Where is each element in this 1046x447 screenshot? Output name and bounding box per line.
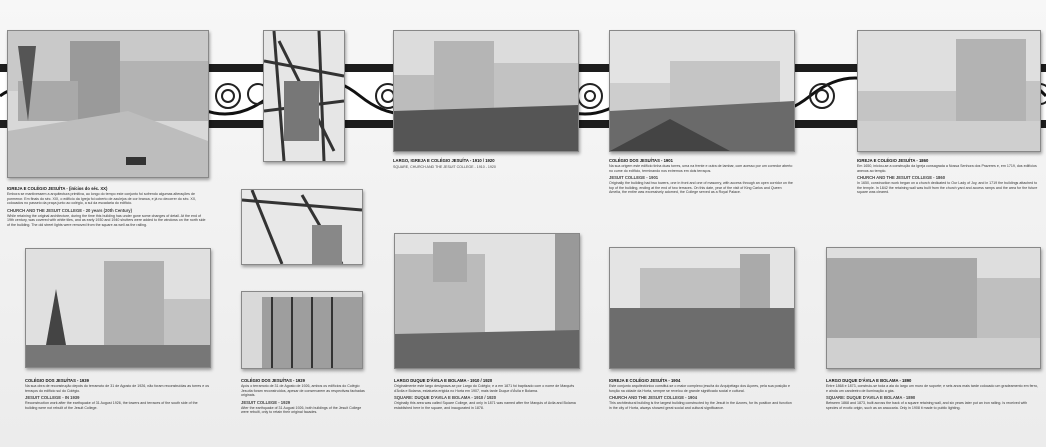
caption-1: [7, 186, 207, 228]
caption-text-en: Reconstruction work after the earthquake of 31 August 1926, the towers and terraces of the south side of the building were not rebuilt of the Jesuit College.: [25, 401, 198, 410]
photo-tower-ruins: [241, 189, 363, 265]
photo-college-1939: [25, 248, 211, 368]
caption-subtitle: CHURCH AND THE JESUIT COLLEGE - 20 years (20th Century): [7, 207, 133, 213]
caption-text-pt: Embora se mantivessem a arquitectura primitiva, ao longo do tempo este conjunto foi sofrendo algumas alterações de pormenor. Em finais do séc. XIX, o edifício da Igreja foi coberto de azulejos de cor branca, e já no decorrer do séc. XX, colocados no passeio da praça junto ao colégio, a sul da escadaria do edifício.: [7, 192, 197, 206]
caption-text-en: This architectural building is the largest building constructed by the Jesuit in the Azores, for its position and function in the city of Horta, always showed great social and cultural significance.: [609, 401, 792, 410]
caption-text-pt: Entre 1868 e 1873, construiu-se toda a ala do largo um muro de suporte; e seis anos mais tarde colocado um gradeamento em ferro, e ainda um candeeiro de iluminação a gás.: [826, 384, 1038, 393]
caption-subtitle: SQUARE, CHURCH AND THE JESUIT COLLEGE - 1910 - 1920: [393, 165, 496, 169]
caption-title: IGREJA E COLÉGIO JESUÍTA - (inícios do séc. XX): [7, 186, 108, 191]
caption-title: IGREJA E COLÉGIO JESUÍTA - 1860: [857, 158, 929, 163]
caption-title: LARGO DUQUE D'ÁVILA E BOLAMA - 1910 / 1920: [394, 378, 493, 383]
caption-text-pt: Em 1650, iniciou-se a construção da Igreja consagrada a Nossa Senhora dos Prazeres e, em 1719, dos edifícios anexos ao templo.: [857, 164, 1037, 173]
photo-square-duque-1890: [826, 247, 1041, 369]
caption-title: COLÉGIO DOS JESUÍTAS - 1939: [25, 378, 89, 383]
caption-text-pt: Na sua origem este edifício tinha duas torres, uma na frente e outra de lambar, com acesso por um corredor aberto no cume do edifício, terminando nos extremos em dois terraços.: [609, 164, 793, 173]
caption-text-en: While retaining the original architecture, during the time this building has under gone some changes of detail. At the end of 19th century, was covered with white tiles, and as early 1930 and 1940 shutters were added to the windows on the north side of the building. The old street lights were removed from the square as well as the railing.: [7, 213, 206, 227]
caption-3: [609, 158, 793, 195]
caption-title: IGREJA E COLÉGIO JESUÍTA - 1904: [609, 378, 681, 383]
caption-5: [25, 378, 209, 410]
caption-text-en: Between 1868 and 1873, built across the back of a square retaining wall, and six years later put an iron railing. Is received with species of exotic origin, such as an araucaria. Only in 1908 it made to public lighting.: [826, 401, 1028, 410]
caption-subtitle: SQUARE: DUQUE D'AVILA E BOLAMA - 1910 / 1920: [394, 395, 497, 401]
caption-text-pt: Este conjunto arquitectónico constitui-se o maior complexo jesuíta do Arquipélago dos Açores, pela sua posição e função na cidade da Horta, sempre se revelou de grande significado social e cultural.: [609, 384, 790, 393]
caption-text-pt: Originalmente este largo designava-se por Largo do Colégio; e a em 1871 foi baptizado com o nome de Marquês d'Ávila e Bolama, estatueta erigida no Horta em 1907, mais tarde Duque d'Ávila e Bolama.: [394, 384, 575, 393]
caption-text-pt: Após o terramoto de 31 de Agosto de 1926, ambos os edifícios do Colégio Jesuíta foram reconstruídos, apesar de conservarem as respectivas fachadas originais.: [241, 384, 365, 398]
caption-text-en: Originally this area was called Square College, and only in 1871 was named after the Marquis of Avila and Bolama established here in the square, and inaugurated in 1878.: [394, 401, 576, 410]
caption-subtitle: JESUIT COLLEGE - 1901: [609, 175, 659, 181]
caption-subtitle: JESUIT COLLEGE - IN 1939: [25, 395, 80, 401]
caption-7: [394, 378, 578, 410]
photo-college-1929: [241, 291, 363, 369]
caption-subtitle: CHURCH AND THE JESUIT COLLEGE - 1904: [609, 395, 698, 401]
caption-subtitle: CHURCH AND THE JESUIT COLLEGE - 1860: [857, 175, 946, 181]
caption-6: [241, 378, 365, 415]
caption-text-en: Originally the building had two towers, one in front and one of masonry, with access through an open corridor on the top of the building, ending at the end of two terraces. On this date, year of the visit of King Carlos and Queen Amelia, the entire was excessively adorned, the College served as a Royal Palace.: [609, 181, 793, 195]
photo-church-college-early-20c: [7, 30, 209, 178]
caption-9: [826, 378, 1039, 410]
caption-4: [857, 158, 1039, 195]
caption-text-en: In 1650, construction work began on a church dedicated to Our Lady of Joy, and in 1719 the buildings attached to the temple. In 1842 the retaining wall was built from the church yard and access ramps and the area for the future square was cleared.: [857, 181, 1038, 195]
caption-title: LARGO, IGREJA E COLÉGIO JESUÍTA - 1910 / 1920: [393, 158, 495, 163]
caption-2: [393, 158, 577, 170]
caption-subtitle: JESUIT COLLEGE - 1929: [241, 399, 291, 405]
caption-text-en: After the earthquake of 31 August 1926, both buildings of the Jesuit College were rebuilt, only to retain their original facades.: [241, 405, 362, 415]
photo-square-1910-1920: [393, 30, 579, 152]
caption-subtitle: SQUARE: DUQUE D'AVILA E BOLAMA - 1890: [826, 395, 916, 401]
caption-text-pt: Na sua obra de reconstrução depois do terramoto de 31 de Agosto de 1926, não foram reconstruídas as torres e os terraços do edifício sul do Colégio.: [25, 384, 209, 393]
caption-title: LARGO DUQUE D'ÁVILA E BOLAMA - 1890: [826, 378, 912, 383]
caption-8: [609, 378, 793, 410]
photo-square-duque-1910-1920: [394, 233, 580, 369]
caption-title: COLÉGIO DOS JESUÍTAS - 1901: [609, 158, 673, 163]
photo-tower-scaffold: [263, 30, 345, 162]
photo-college-1901: [609, 30, 795, 152]
caption-title: COLÉGIO DOS JESUÍTAS - 1929: [241, 378, 305, 383]
photo-church-college-1904: [609, 247, 795, 369]
photo-church-college-1860: [857, 30, 1041, 152]
